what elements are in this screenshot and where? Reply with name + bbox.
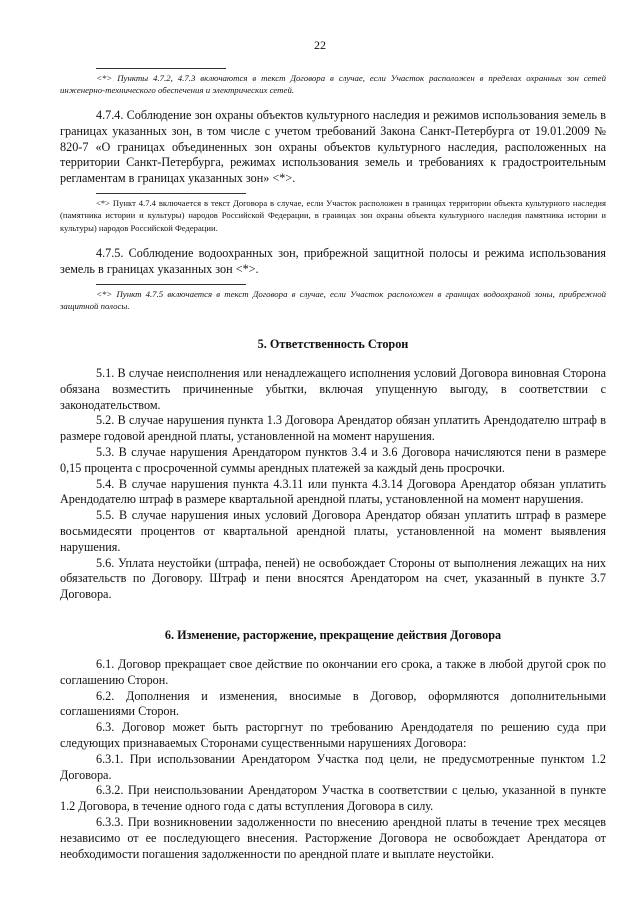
page-content bbox=[60, 62, 606, 862]
section-6-heading: 6. Изменение, расторжение, прекращение действия Договора bbox=[164, 628, 502, 643]
footnote-4-7-5: <*> Пункт 4.7.5 включается в текст Договора в случае, если Участок расположен в границах водоохраной зоны, прибрежной защитной полосы. bbox=[60, 289, 606, 312]
clause-5-2: 5.2. В случае нарушения пункта 1.3 Договора Арендатор обязан уплатить Арендодателю штраф в размере годовой арендной платы, установленной на момент нарушения. bbox=[60, 413, 606, 444]
footnote-4-7-4: <*> Пункт 4.7.4 включается в текст Договора в случае, если Участок расположен в границах территории объекта культурного наследия (памятника истории и культуры) народов Российской Федерации, в границах зон охраны объекта культурного наследия памятника истории и культуры) народов Российской Федерации. bbox=[60, 197, 606, 233]
clause-6-3: 6.3. Договор может быть расторгнут по требованию Арендодателя по решению суда при следующих признаваемых Сторонами существенными нарушениях Договора: bbox=[60, 720, 606, 751]
clause-4-7-4: 4.7.4. Соблюдение зон охраны объектов культурного наследия и режимов использования земель в границах указанных зон, в том числе с учетом требований Закона Санкт-Петербурга от 19.01.2009 № 820-7 «О границах объединенных зон охраны объектов культурного наследия, расположенных на территории Санкт-Петербурга, режимах использования земель и требованиях к градостроительным регламентам в границах указанных зон» <*>. bbox=[60, 108, 606, 186]
clause-5-4: 5.4. В случае нарушения пункта 4.3.11 или пункта 4.3.14 Договора Арендатор обязан уплатить Арендодателю штраф в размере квартальной арендной платы, установленной на момент нарушения. bbox=[60, 476, 606, 507]
section-6-body bbox=[60, 657, 606, 862]
page-number: 22 bbox=[314, 38, 326, 52]
clause-5-3: 5.3. В случае нарушения Арендатором пунктов 3.4 и 3.6 Договора начисляются пени в размере 0,15 процента с просроченной суммы арендных платежей за каждый день просрочки. bbox=[60, 445, 606, 475]
footnote-4-7-2: <*> Пункты 4.7.2, 4.7.3 включаются в текст Договора в случае, если Участок расположен в пределах охранных зон сетей инженерно-технического обеспечения и электрических сетей. bbox=[60, 73, 606, 95]
clause-6-3-3: 6.3.3. При возникновении задолженности по внесению арендной платы в течение трех месяцев независимо от ее последующего внесения. Расторжение Договора не освобождает Арендатора от необходимости погашения задолженности по арендной плате и выплате неустойки. bbox=[60, 815, 606, 861]
section-5-body bbox=[60, 366, 606, 603]
footnote-separator bbox=[96, 193, 246, 194]
clause-5-1: 5.1. В случае неисполнения или ненадлежащего исполнения условий Договора виновная Сторона обязана возместить причиненные убытки, включая упущенную выгоду, в соответствии с законодательством. bbox=[60, 366, 606, 412]
clause-4-7-5: 4.7.5. Соблюдение водоохранных зон, прибрежной защитной полосы и режима использования земель в границах указанных зон <*>. bbox=[60, 246, 606, 277]
footnote-separator bbox=[96, 284, 246, 285]
footnote-separator bbox=[96, 68, 226, 69]
clause-5-6: 5.6. Уплата неустойки (штрафа, пеней) не освобождает Стороны от выполнения лежащих на них обязательств по Договору. Штраф и пени вносятся Арендатором на счет, указанный в пункте 3.7 Договора. bbox=[60, 555, 606, 602]
clause-6-3-2: 6.3.2. При неиспользовании Арендатором Участка в соответствии с целью, указанной в пункте 1.2 Договора, в течение одного года с даты вступления Договора в силу. bbox=[60, 783, 606, 814]
clause-5-5: 5.5. В случае нарушения иных условий Договора Арендатор обязан уплатить штраф в размере восьмидесяти процентов от квартальной арендной платы, установленной на момент выявления нарушения. bbox=[60, 508, 606, 554]
clause-6-3-1: 6.3.1. При использовании Арендатором Участка под цели, не предусмотренные пунктом 1.2 Договора. bbox=[60, 751, 606, 782]
clause-6-2: 6.2. Дополнения и изменения, вносимые в Договор, оформляются дополнительными соглашениями Сторон. bbox=[60, 688, 606, 719]
clause-6-1: 6.1. Договор прекращает свое действие по окончании его срока, а также в любой другой срок по соглашению Сторон. bbox=[60, 657, 606, 687]
section-5-heading: 5. Ответственность Сторон bbox=[257, 337, 409, 352]
